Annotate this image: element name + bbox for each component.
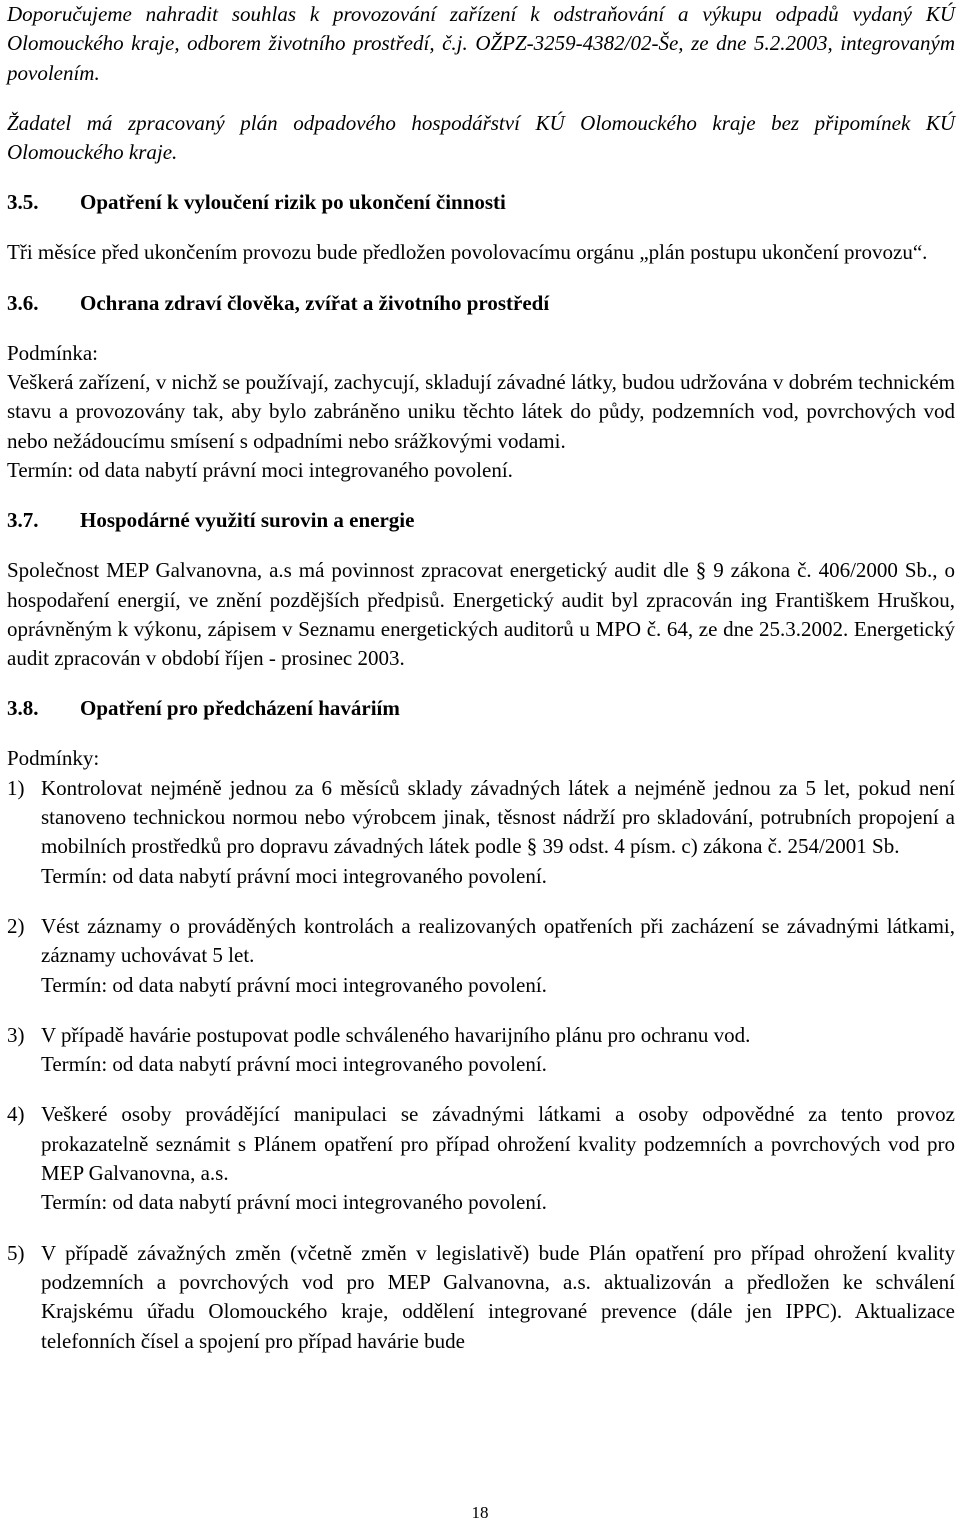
item-deadline: Termín: od data nabytí právní moci integrovaného povolení. bbox=[41, 1190, 547, 1215]
section-3-7-heading bbox=[7, 506, 955, 535]
list-item bbox=[7, 1239, 955, 1356]
item-number: 3) bbox=[7, 1022, 25, 1047]
page-number: 18 bbox=[471, 1503, 489, 1522]
section-3-6-heading bbox=[7, 289, 955, 318]
section-title: Opatření pro předcházení haváriím bbox=[80, 696, 400, 721]
deadline: Termín: od data nabytí právní moci integrovaného povolení. bbox=[7, 457, 513, 482]
section-number: 3.5. bbox=[7, 190, 39, 215]
document-page bbox=[7, 0, 955, 1356]
item-deadline: Termín: od data nabytí právní moci integrovaného povolení. bbox=[41, 863, 547, 888]
intro-paragraph-2: Žadatel má zpracovaný plán odpadového hospodářství KÚ Olomouckého kraje bez připomínek KÚ Olomouckého kraje. bbox=[7, 110, 955, 165]
section-title: Opatření k vyloučení rizik po ukončení činnosti bbox=[80, 190, 506, 215]
conditions-label: Podmínky: bbox=[7, 746, 100, 771]
section-title: Ochrana zdraví člověka, zvířat a životního prostředí bbox=[80, 290, 550, 315]
section-3-5-heading bbox=[7, 188, 955, 217]
list-item bbox=[7, 1021, 955, 1080]
section-number: 3.6. bbox=[7, 290, 39, 315]
section-number: 3.7. bbox=[7, 508, 39, 533]
section-3-5-text: Tři měsíce před ukončením provozu bude předložen povolovacímu orgánu „plán postupu ukončení provozu“. bbox=[7, 240, 928, 265]
section-title: Hospodárné využití surovin a energie bbox=[80, 508, 415, 533]
list-item bbox=[7, 912, 955, 1000]
item-text: V případě závažných změn (včetně změn v legislativě) bude Plán opatření pro případ ohrožení kvality podzemních a povrchových vod pro MEP Galvanovna, a.s. aktualizován a předložen ke schválení Krajskému úřadu Olomouckého kraje, oddělení integrované prevence (dále jen IPPC). Aktualizace telefonních čísel a spojení pro případ havárie bude bbox=[41, 1240, 955, 1353]
item-text: Kontrolovat nejméně jednou za 6 měsíců sklady závadných látek a nejméně jednou za 5 let, pokud není stanoveno technickou normou nebo výrobcem jinak, těsnost nádrží pro skladování, potrubních propojení a mobilních prostředků pro dopravu závadných látek podle § 39 odst. 4 písm. c) zákona č. 254/2001 Sb. bbox=[41, 775, 955, 859]
item-deadline: Termín: od data nabytí právní moci integrovaného povolení. bbox=[41, 972, 547, 997]
item-text: V případě havárie postupovat podle schváleného havarijního plánu pro ochranu vod. bbox=[41, 1022, 751, 1047]
section-3-7-text: Společnost MEP Galvanovna, a.s má povinnost zpracovat energetický audit dle § 9 zákona č. 406/2000 Sb., o hospodaření energií, ve znění pozdějších předpisů. Energetický audit byl zpracován ing Františkem Hruškou, oprávněným k výkonu, zápisem v Seznamu energetických auditorů u MPO č. 64, ze dne 25.3.2002. Energetický audit zpracován v období říjen - prosinec 2003. bbox=[7, 558, 955, 671]
list-item bbox=[7, 1100, 955, 1217]
item-number: 4) bbox=[7, 1102, 25, 1127]
item-number: 1) bbox=[7, 775, 25, 800]
item-deadline: Termín: od data nabytí právní moci integrovaného povolení. bbox=[41, 1052, 547, 1077]
condition-label: Podmínka: bbox=[7, 340, 99, 365]
section-3-6-text: Veškerá zařízení, v nichž se používají, zachycují, skladují závadné látky, budou udržována v dobrém technickém stavu a provozovány tak, aby bylo zabráněno uniku těchto látek do půdy, podzemních vod, povrchových vod nebo nežádoucímu smísení s odpadními nebo srážkovými vodami. bbox=[7, 370, 955, 453]
intro-paragraph-1: Doporučujeme nahradit souhlas k provozování zařízení k odstraňování a výkupu odpadů vydaný KÚ Olomouckého kraje, odborem životního prostředí, č.j. OŽPZ-3259-4382/02-Še, ze dne 5.2.2003, integrovaným povolením. bbox=[7, 2, 955, 85]
section-number: 3.8. bbox=[7, 696, 39, 721]
section-3-8-heading bbox=[7, 694, 955, 723]
item-text: Vést záznamy o prováděných kontrolách a realizovaných opatřeních při zacházení se závadnými látkami, záznamy uchovávat 5 let. bbox=[41, 913, 955, 968]
list-item bbox=[7, 774, 955, 891]
item-text: Veškeré osoby provádějící manipulaci se závadnými látkami a osoby odpovědné za tento provoz prokazatelně seznámit s Plánem opatření pro případ ohrožení kvality podzemních a povrchových vod pro MEP Galvanovna, a.s. bbox=[41, 1102, 955, 1186]
item-number: 2) bbox=[7, 913, 25, 938]
item-number: 5) bbox=[7, 1240, 25, 1265]
